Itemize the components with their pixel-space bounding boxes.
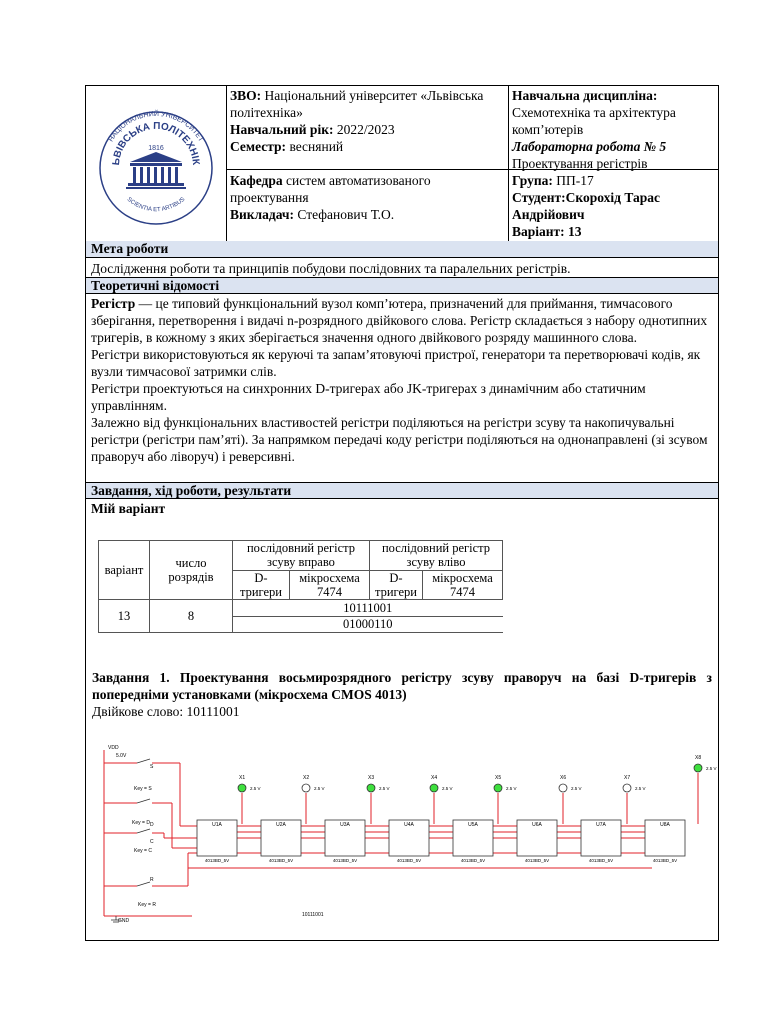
institution-top (227, 86, 508, 170)
chip-u8a (645, 820, 685, 863)
switch-c-label: C (150, 839, 154, 845)
gnd-label: GND (118, 918, 130, 924)
probe-voltage: 2.5 V (706, 766, 717, 771)
probe-voltage: 2.5 V (314, 786, 325, 791)
col-d-triggers-right: D-тригери (233, 570, 290, 600)
chip-model: 4013BD_5V (460, 858, 486, 863)
lamp-off-icon (302, 784, 310, 792)
goal-text: Дослідження роботи та принципів побудови послідовних та паралельних регістрів. (91, 261, 571, 276)
lamp-on-icon (494, 784, 502, 792)
dept-label: Кафедра (230, 173, 283, 188)
discipline-value: Схемотехніка та архітектура комп’ютерів (512, 105, 676, 137)
task-1-title: Завдання 1. Проектування восьмирозрядного регістру зсуву праворуч на базі D-тригерів з попередніми установками (мікросхема CMOS 4013) (92, 670, 712, 702)
task-1 (92, 669, 712, 720)
probe-lamps (238, 755, 717, 824)
report-header (86, 86, 718, 242)
chip-name: U5A (468, 822, 478, 828)
chip-u5a (453, 820, 493, 863)
probe-x2 (302, 775, 325, 824)
student-value: Скорохід Тарас Андрійович (512, 190, 661, 222)
probe-voltage: 2.5 V (571, 786, 582, 791)
probe-x7 (623, 775, 646, 824)
probe-label: X2 (303, 775, 310, 781)
row-bits: 8 (150, 600, 233, 633)
col-right-shift: послідовний регістр зсуву вправо (233, 541, 370, 571)
lamp-on-icon (694, 764, 702, 772)
col-d-triggers-left: D-тригери (370, 570, 423, 600)
lamp-on-icon (238, 784, 246, 792)
switch-r-label: R (150, 877, 154, 883)
probe-x3 (367, 775, 390, 824)
key-s-label: Key = S (134, 786, 152, 792)
student-block (512, 172, 716, 240)
key-r-label: Key = R (138, 902, 156, 908)
discipline-label: Навчальна дисципліна: (512, 88, 658, 103)
zvo-value: Національний університет «Львівська політехніка» (230, 88, 484, 120)
circuit-schematic (92, 738, 718, 938)
col-left-shift: послідовний регістр зсуву вліво (370, 541, 503, 571)
probe-x8 (694, 755, 717, 824)
probe-label: X8 (695, 755, 702, 761)
zvo-label: ЗВО: (230, 88, 262, 103)
chip-model: 4013BD_5V (204, 858, 230, 863)
probe-voltage: 2.5 V (379, 786, 390, 791)
row-word-1: 10111001 (233, 600, 503, 617)
chip-name: U8A (660, 822, 670, 828)
probe-label: X5 (495, 775, 502, 781)
theory-p1: — це типовий функціональний вузол комп’ютера, призначений для приймання, тимчасового зберігання, перетворення і видачі n-розрядного двійкового слова. Регістр складається з набору однотипних тригерів, в кожному з яких зберігається значення одного двійкового розряду машинного слова. (91, 296, 708, 345)
task-title: Завдання, хід роботи, результати (86, 482, 718, 499)
probe-x4 (430, 775, 453, 824)
year-value: 2022/2023 (333, 122, 395, 137)
theory-p2: Регістри використовуються як керуючі та запам’ятовуючі пристрої, генератори та перетворювачі кодів, як вузли тимчасової затримки слів. (91, 347, 701, 379)
chip-u1a (197, 820, 237, 863)
lamp-off-icon (623, 784, 631, 792)
probe-x5 (494, 775, 517, 824)
task-1-word: Двійкове слово: 10111001 (92, 704, 240, 719)
probe-x1 (238, 775, 261, 824)
chip-model: 4013BD_5V (524, 858, 550, 863)
probe-voltage: 2.5 V (635, 786, 646, 791)
switch-s-label: S (150, 764, 154, 770)
probe-voltage: 2.5 V (442, 786, 453, 791)
chip-u4a (389, 820, 429, 863)
theory-p3: Регістри проектуються на синхронних D-тригерах або JK-тригерах з динамічним або статичним управлінням. (91, 381, 646, 413)
logo-year: 1816 (148, 145, 164, 152)
logo-text-main: ЬВІВСЬКА ПОЛІТЕХНІК (110, 120, 202, 166)
key-d-label: Key = D (132, 820, 150, 826)
col-variant: варіант (99, 541, 150, 600)
vdd-label: VDD (108, 745, 119, 751)
goal-title: Мета роботи (86, 241, 718, 258)
key-c-label: Key = C (134, 848, 152, 854)
lab-label: Лабораторна робота № 5 (512, 139, 667, 154)
group-value: ПП-17 (552, 173, 594, 188)
group-label: Група: (512, 173, 553, 188)
probe-label: X1 (239, 775, 246, 781)
student-label: Студент: (512, 190, 566, 205)
vdd-value: 5.0V (116, 753, 127, 759)
probe-label: X6 (560, 775, 567, 781)
row-word-2: 01000110 (233, 616, 503, 633)
semester-value: весняний (286, 139, 344, 154)
theory-term: Регістр (91, 296, 136, 311)
variant-label: Варіант: (512, 224, 565, 239)
wires (104, 750, 652, 916)
chip-name: U4A (404, 822, 414, 828)
theory-title: Теоретичні відомості (86, 277, 718, 294)
chip-name: U1A (212, 822, 222, 828)
year-label: Навчальний рік: (230, 122, 334, 137)
teacher-value: Стефанович Т.О. (294, 207, 395, 222)
chip-u2a (261, 820, 301, 863)
chip-u7a (581, 820, 621, 863)
dept-value: систем автоматизованого проектування (230, 173, 431, 205)
lab-value: Проектування регістрів (512, 156, 648, 171)
course-cell (509, 86, 718, 241)
chip-name: U7A (596, 822, 606, 828)
chip-model: 4013BD_5V (396, 858, 422, 863)
probe-label: X3 (368, 775, 375, 781)
semester-label: Семестр: (230, 139, 287, 154)
logo-text-top: НАЦІОНАЛЬНИЙ УНІВЕРСИТЕТ (107, 110, 205, 144)
chip-model: 4013BD_5V (268, 858, 294, 863)
chip-u6a (517, 820, 557, 863)
row-variant: 13 (99, 600, 150, 633)
chip-model: 4013BD_5V (588, 858, 614, 863)
lamp-off-icon (559, 784, 567, 792)
probe-voltage: 2.5 V (506, 786, 517, 791)
chip-name: U6A (532, 822, 542, 828)
chip-u3a (325, 820, 365, 863)
theory-text (91, 295, 715, 465)
variant-table (98, 540, 503, 633)
building-icon (126, 152, 186, 189)
probe-voltage: 2.5 V (250, 786, 261, 791)
word-note: 10111001 (302, 912, 324, 918)
department-block (230, 172, 505, 223)
lamp-on-icon (430, 784, 438, 792)
teacher-label: Викладач: (230, 207, 295, 222)
switch-d-label: D (150, 822, 154, 828)
probe-label: X4 (431, 775, 438, 781)
chip-name: U3A (340, 822, 350, 828)
chip-name: U2A (276, 822, 286, 828)
col-chip-left: мікросхема 7474 (423, 570, 503, 600)
logo-cell (86, 86, 227, 241)
probe-x6 (559, 775, 582, 824)
col-bits: число розрядів (150, 541, 233, 600)
logo-motto: SCIENTIA ET ARTIBUS (125, 196, 187, 214)
theory-p4: Залежно від функціональних властивостей регістри поділяються на регістри зсуву та накопичувальні регістри (регістри пам’яті). За напрямком передачі коду регістри поділяються на однонаправлені (зі зсувом праворуч або ліворуч) і реверсивні. (91, 415, 708, 464)
probe-label: X7 (624, 775, 631, 781)
lamp-on-icon (367, 784, 375, 792)
col-chip-right: мікросхема 7474 (290, 570, 370, 600)
institution-cell (227, 86, 509, 241)
chip-model: 4013BD_5V (332, 858, 358, 863)
course-top (509, 86, 718, 170)
variant-value: 13 (564, 224, 582, 239)
my-variant-heading: Мій варіант (91, 501, 166, 516)
university-logo (86, 86, 226, 241)
chip-model: 4013BD_5V (652, 858, 678, 863)
